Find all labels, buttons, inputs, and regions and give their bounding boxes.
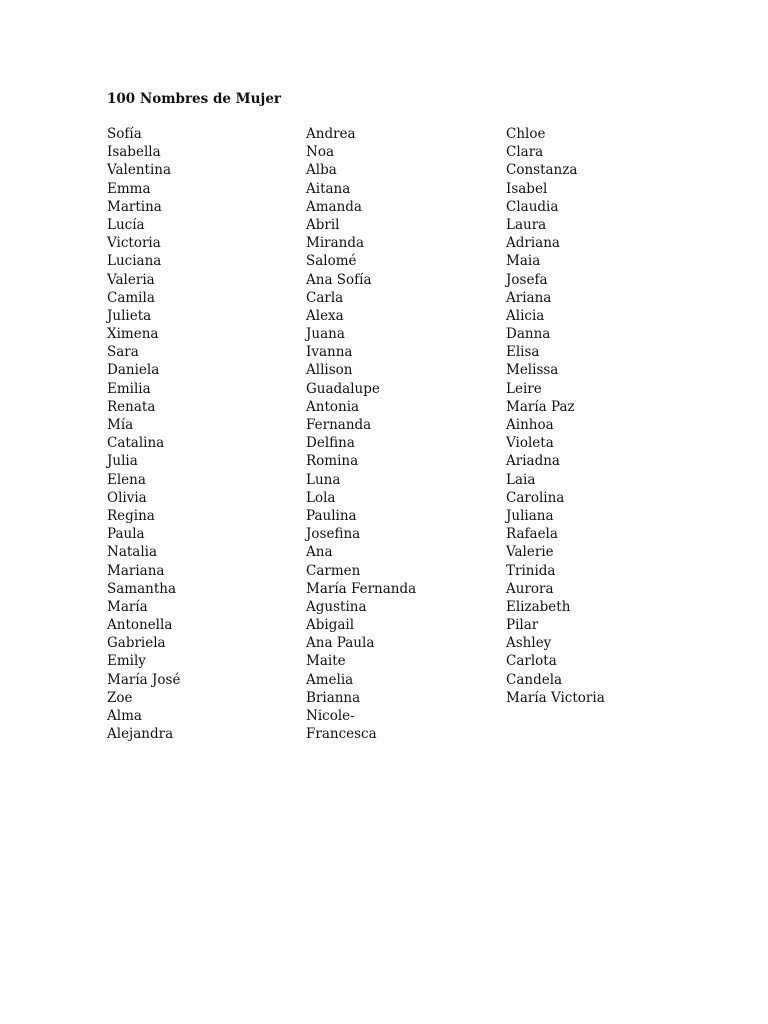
name-item: Paulina xyxy=(306,507,357,524)
name-item: Ivanna xyxy=(306,344,353,361)
name-item: Amanda xyxy=(306,198,362,215)
name-item: Ainhoa xyxy=(506,417,554,433)
name-item: Violeta xyxy=(506,435,554,452)
name-item: Antonia xyxy=(306,398,360,415)
name-item: Elizabeth xyxy=(506,598,571,615)
name-item: Paula xyxy=(107,526,145,543)
name-item: Alma xyxy=(107,708,142,724)
name-item: Antonella xyxy=(107,617,173,634)
name-item: Delfina xyxy=(306,435,355,452)
name-item: Carolina xyxy=(506,489,565,506)
name-item: Valeria xyxy=(107,271,155,288)
name-item: Valerie xyxy=(506,544,554,561)
name-item: Salomé xyxy=(306,253,357,270)
name-item: Romina xyxy=(306,453,359,470)
name-item: Emma xyxy=(107,180,151,197)
name-item: Lucía xyxy=(107,216,145,233)
name-item: Candela xyxy=(506,671,563,688)
name-item: Ana Paula xyxy=(306,635,375,652)
name-item: Brianna xyxy=(306,689,361,706)
name-item: Isabella xyxy=(107,144,161,161)
name-item: Mariana xyxy=(107,562,165,579)
name-item: Elena xyxy=(107,471,146,488)
name-item: Natalia xyxy=(107,544,158,561)
name-item: Nicole- xyxy=(306,708,355,724)
name-item: Valentina xyxy=(107,162,172,179)
name-item: Isabel xyxy=(506,180,548,197)
name-item: Miranda xyxy=(306,235,365,252)
name-item: María Fernanda xyxy=(306,580,417,597)
name-item: Claudia xyxy=(506,198,559,215)
name-item: Olivia xyxy=(107,489,147,506)
name-item: María Paz xyxy=(506,398,575,415)
name-item: Laura xyxy=(506,216,547,233)
name-item: Leire xyxy=(506,380,542,397)
name-item: Alejandra xyxy=(107,726,174,743)
name-item: Catalina xyxy=(107,435,165,452)
name-item: Allison xyxy=(306,362,353,379)
name-item: Renata xyxy=(107,398,156,415)
name-item: Ashley xyxy=(506,635,552,652)
name-item: Elisa xyxy=(506,344,540,361)
name-item: Constanza xyxy=(506,162,578,179)
name-item: Agustina xyxy=(306,598,367,615)
name-item: Josefa xyxy=(506,271,548,288)
name-item: Emily xyxy=(107,653,146,670)
name-item: Martina xyxy=(107,198,162,215)
name-item: Chloe xyxy=(506,126,546,142)
name-item: Camila xyxy=(107,289,155,306)
names-column-1 xyxy=(107,125,180,743)
name-item: Josefina xyxy=(306,526,361,543)
name-item: Carmen xyxy=(306,562,361,579)
name-item: Laia xyxy=(506,471,536,488)
name-item: Ximena xyxy=(107,326,159,343)
name-item: Trinida xyxy=(506,562,556,579)
name-item: Andrea xyxy=(306,126,356,142)
name-item: Rafaela xyxy=(506,526,558,543)
name-item: Victoria xyxy=(107,235,161,252)
name-item: Pilar xyxy=(506,617,539,634)
name-item: Lola xyxy=(306,489,336,506)
name-item: Aitana xyxy=(306,180,351,197)
name-item: Sara xyxy=(107,344,139,361)
name-item: Guadalupe xyxy=(306,380,380,397)
name-item: Juana xyxy=(306,326,345,343)
name-item: Danna xyxy=(506,326,551,343)
name-item: Aurora xyxy=(506,580,554,597)
name-item: Julia xyxy=(107,453,138,470)
name-item: Daniela xyxy=(107,362,160,379)
names-column-3 xyxy=(506,125,605,707)
name-item: Fernanda xyxy=(306,417,372,433)
name-item: Julieta xyxy=(107,307,152,324)
name-item: Alba xyxy=(306,162,337,179)
name-item: Francesca xyxy=(306,726,377,743)
name-item: María Victoria xyxy=(506,689,605,706)
name-item: Samantha xyxy=(107,580,177,597)
names-column-2 xyxy=(306,125,416,743)
name-item: Alexa xyxy=(306,307,344,324)
name-item: Alicia xyxy=(506,307,545,324)
name-item: Ana xyxy=(306,544,333,561)
document-title: 100 Nombres de Mujer xyxy=(107,91,282,107)
name-item: Maite xyxy=(306,653,346,670)
name-item: Ana Sofía xyxy=(306,271,372,288)
name-item: María xyxy=(107,598,148,615)
name-item: Regina xyxy=(107,507,155,524)
name-item: Zoe xyxy=(107,689,133,706)
name-item: María José xyxy=(107,671,181,688)
name-item: Gabriela xyxy=(107,635,166,652)
name-item: Amelia xyxy=(306,671,354,688)
name-item: Carlota xyxy=(506,653,557,670)
name-item: Abril xyxy=(306,216,340,233)
name-item: Ariana xyxy=(506,289,552,306)
name-item: Mía xyxy=(107,417,134,433)
name-item: Sofía xyxy=(107,126,142,142)
name-item: Ariadna xyxy=(506,453,560,470)
name-item: Noa xyxy=(306,144,334,161)
name-item: Maia xyxy=(506,253,541,270)
name-item: Luciana xyxy=(107,253,162,270)
name-item: Adriana xyxy=(506,235,560,252)
name-item: Carla xyxy=(306,289,344,306)
name-item: Abigail xyxy=(306,617,355,634)
name-item: Clara xyxy=(506,144,544,161)
name-item: Luna xyxy=(306,471,341,488)
name-item: Juliana xyxy=(506,507,554,524)
name-item: Melissa xyxy=(506,362,559,379)
name-item: Emilia xyxy=(107,380,151,397)
